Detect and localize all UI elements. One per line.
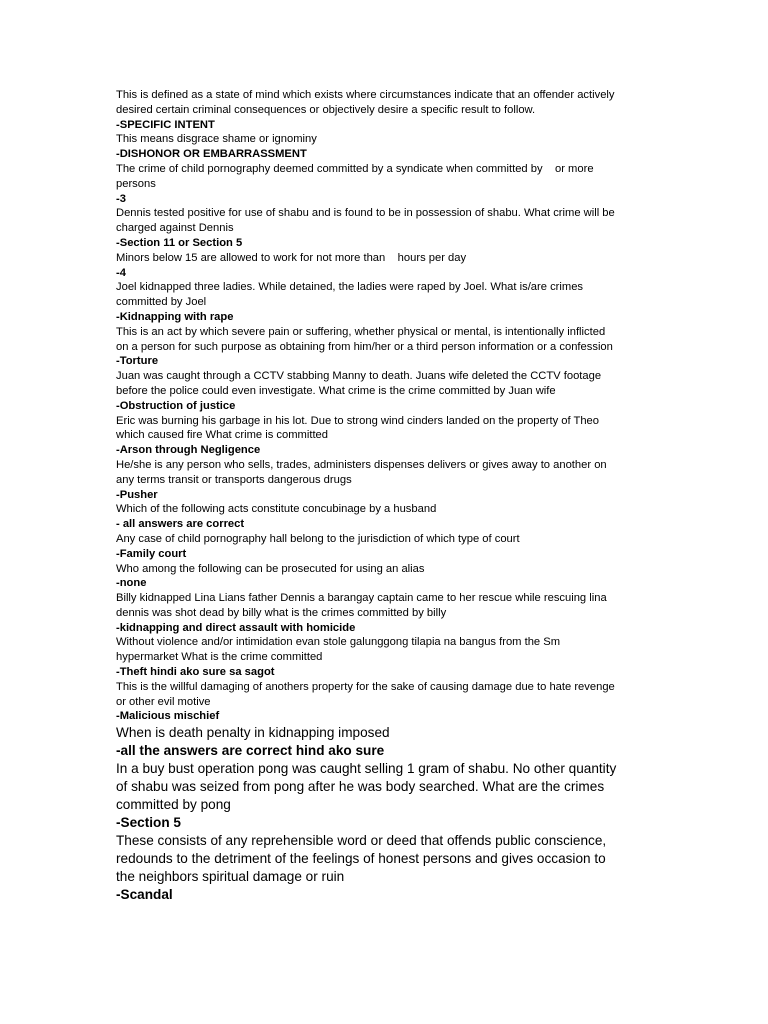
question-line: Any case of child pornography hall belong to the jurisdiction of which type of court [116, 532, 520, 545]
question-line: The crime of child pornography deemed committed by a syndicate when committed by or more [116, 162, 594, 175]
question-line: These consists of any reprehensible word or deed that offends public conscience, [116, 833, 607, 849]
question-line: or other evil motive [116, 695, 211, 708]
answer-line: -all the answers are correct hind ako sure [116, 743, 385, 759]
question-line: This is defined as a state of mind which exists where circumstances indicate that an offender actively [116, 89, 615, 101]
answer-line: -kidnapping and direct assault with homicide [116, 621, 356, 634]
answer-line: -Family court [116, 547, 187, 560]
answer-line: -Arson through Negligence [116, 444, 261, 457]
question-line: Joel kidnapped three ladies. While detained, the ladies were raped by Joel. What is/are crimes [116, 281, 584, 294]
answer-line: -Section 5 [116, 815, 181, 831]
question-line: Which of the following acts constitute concubinage by a husband [116, 503, 437, 516]
answer-line: -Section 11 or Section 5 [116, 236, 243, 249]
question-line: persons [116, 177, 156, 190]
question-line: dennis was shot dead by billy what is the crimes committed by billy [116, 606, 447, 619]
answer-line: -Scandal [116, 887, 173, 903]
qa-list-large [116, 724, 668, 904]
question-line: before the police could even investigate. What crime is the crime committed by Juan wife [116, 384, 556, 397]
question-line: redounds to the detriment of the feelings of honest persons and gives occasion to [116, 851, 606, 867]
answer-line: -none [116, 577, 147, 590]
question-line: committed by pong [116, 797, 231, 813]
question-line: Without violence and/or intimidation evan stole galunggong tilapia na bangus from the Sm [116, 636, 561, 649]
answer-line: -3 [116, 192, 126, 205]
question-line: This is the willful damaging of anothers property for the sake of causing damage due to hate revenge [116, 680, 615, 693]
answer-line: -4 [116, 266, 126, 279]
question-line: Dennis tested positive for use of shabu and is found to be in possession of shabu. What crime will be [116, 207, 615, 220]
question-line: desired certain criminal consequences or objectively desire a specific result to follow. [116, 103, 536, 116]
answer-line: -Theft hindi ako sure sa sagot [116, 666, 275, 679]
question-line: hypermarket What is the crime committed [116, 651, 323, 664]
question-line: This means disgrace shame or ignominy [116, 133, 317, 146]
question-line: the neighbors spiritual damage or ruin [116, 869, 345, 885]
answer-line: -Obstruction of justice [116, 399, 236, 412]
answer-line: -SPECIFIC INTENT [116, 118, 215, 131]
answer-line: -DISHONOR OR EMBARRASSMENT [116, 148, 307, 161]
question-line: Who among the following can be prosecuted for using an alias [116, 562, 425, 575]
question-line: Minors below 15 are allowed to work for not more than hours per day [116, 251, 467, 264]
answer-line: -Kidnapping with rape [116, 310, 234, 323]
question-line: In a buy bust operation pong was caught selling 1 gram of shabu. No other quantity [116, 761, 617, 777]
answer-line: -Torture [116, 355, 159, 368]
answer-line: -Malicious mischief [116, 710, 220, 723]
question-line: Eric was burning his garbage in his lot. Due to strong wind cinders landed on the property of Theo [116, 414, 600, 427]
question-line: which caused fire What crime is committed [116, 429, 329, 442]
question-line: any terms transit or transports dangerous drugs [116, 473, 352, 486]
question-line: of shabu was seized from pong after he was body searched. What are the crimes [116, 779, 605, 795]
qa-list-small [116, 88, 668, 724]
answer-line: - all answers are correct [116, 518, 245, 531]
question-line: on a person for such purpose as obtaining from him/her or a third person information or a confession [116, 340, 613, 353]
question-line: This is an act by which severe pain or suffering, whether physical or mental, is intentionally inflicted [116, 325, 606, 338]
question-line: He/she is any person who sells, trades, administers dispenses delivers or gives away to another on [116, 458, 607, 471]
answer-line: -Pusher [116, 488, 158, 501]
question-line: Billy kidnapped Lina Lians father Dennis a barangay captain came to her rescue while rescuing lina [116, 592, 607, 605]
question-line: Juan was caught through a CCTV stabbing Manny to death. Juans wife deleted the CCTV footage [116, 370, 602, 383]
question-line: When is death penalty in kidnapping imposed [116, 725, 390, 741]
question-line: charged against Dennis [116, 222, 234, 235]
question-line: committed by Joel [116, 296, 207, 309]
